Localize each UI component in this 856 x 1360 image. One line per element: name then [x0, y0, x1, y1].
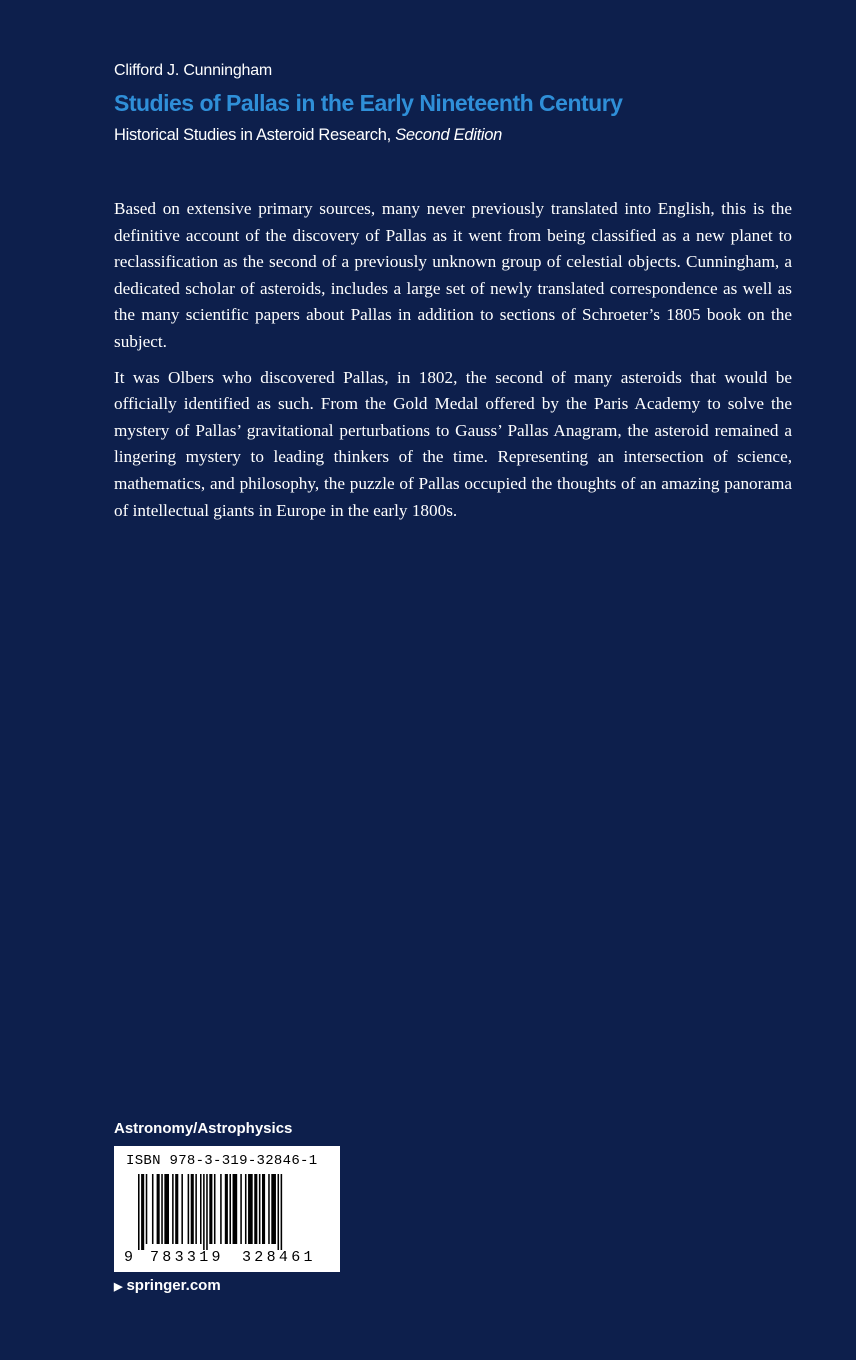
series-name: Historical Studies in Asteroid Research, — [114, 126, 391, 144]
barcode-bar — [220, 1174, 222, 1244]
barcode-bar — [200, 1174, 202, 1244]
barcode-bar — [209, 1174, 212, 1244]
publisher-link[interactable] — [114, 1277, 221, 1294]
barcode-bar — [206, 1174, 208, 1250]
barcode-bar — [225, 1174, 228, 1244]
barcode-bar — [181, 1174, 183, 1244]
barcode-digit-lead: 9 — [124, 1249, 134, 1266]
barcode-bar — [146, 1174, 148, 1244]
barcode-bar — [172, 1174, 174, 1244]
barcode-digits-left: 783319 — [150, 1249, 224, 1266]
barcode-bar — [188, 1174, 190, 1244]
barcode-bar — [138, 1174, 140, 1250]
barcode-bar — [233, 1174, 238, 1244]
barcode-bar — [229, 1174, 231, 1244]
series-subtitle — [114, 126, 502, 145]
barcode-bar — [278, 1174, 280, 1250]
barcode-bar — [262, 1174, 265, 1244]
author-name: Clifford J. Cunningham — [114, 62, 273, 79]
barcode-digits-right: 328461 — [242, 1249, 316, 1266]
subject-category: Astronomy/Astrophysics — [114, 1120, 293, 1137]
barcode-bar — [214, 1174, 216, 1244]
blurb-paragraph-2: It was Olbers who discovered Pallas, in 1802, the second of many asteroids that would be officially identified as such. From the Gold Medal offered by the Paris Academy to solve the mystery of Pallas’ gravitational perturbations to Gauss’ Pallas Anagram, the asteroid remained a lingering mystery to leading thinkers of the time. Representing an intersection of science, mathematics, and philosophy, the puzzle of Pallas occupied the thoughts of an amazing panorama of intellectual giants in Europe in the early 1800s. — [114, 367, 792, 520]
barcode-bar — [203, 1174, 205, 1250]
isbn-label: ISBN 978-3-319-32846-1 — [126, 1153, 318, 1169]
barcode-bar — [248, 1174, 253, 1244]
barcode-bar — [157, 1174, 160, 1244]
barcode-bar — [254, 1174, 257, 1244]
barcode-bar — [245, 1174, 247, 1244]
arrow-right-icon: ▶ — [114, 1281, 123, 1293]
blurb-paragraph-1: Based on extensive primary sources, many never previously translated into English, this is the definitive account of the discovery of Pallas as it went from being classified as a new planet to reclassification as the second of a previously unknown group of celestial objects. Cunningham, a dedicated scholar of asteroids, includes a large set of newly translated correspondence as well as the many scientific papers about Pallas in addition to sections of Schroeter’s 1805 book on the subject. — [114, 199, 792, 351]
barcode-bar — [191, 1174, 194, 1244]
publisher-url: springer.com — [126, 1277, 221, 1294]
barcode-bar — [259, 1174, 261, 1244]
barcode-bar — [141, 1174, 144, 1250]
barcode-bar — [175, 1174, 178, 1244]
barcode-bar — [240, 1174, 242, 1244]
barcode-bar — [195, 1174, 197, 1244]
blurb — [114, 196, 792, 533]
barcode-bar — [268, 1174, 270, 1244]
barcode-bar — [161, 1174, 163, 1244]
barcode-bar — [271, 1174, 276, 1244]
book-title: Studies of Pallas in the Early Nineteenth Century — [114, 90, 623, 116]
edition-label: Second Edition — [395, 126, 502, 144]
barcode-bar — [164, 1174, 169, 1244]
barcode-bar — [281, 1174, 283, 1250]
isbn-barcode — [114, 1146, 340, 1272]
barcode-bar — [152, 1174, 154, 1244]
